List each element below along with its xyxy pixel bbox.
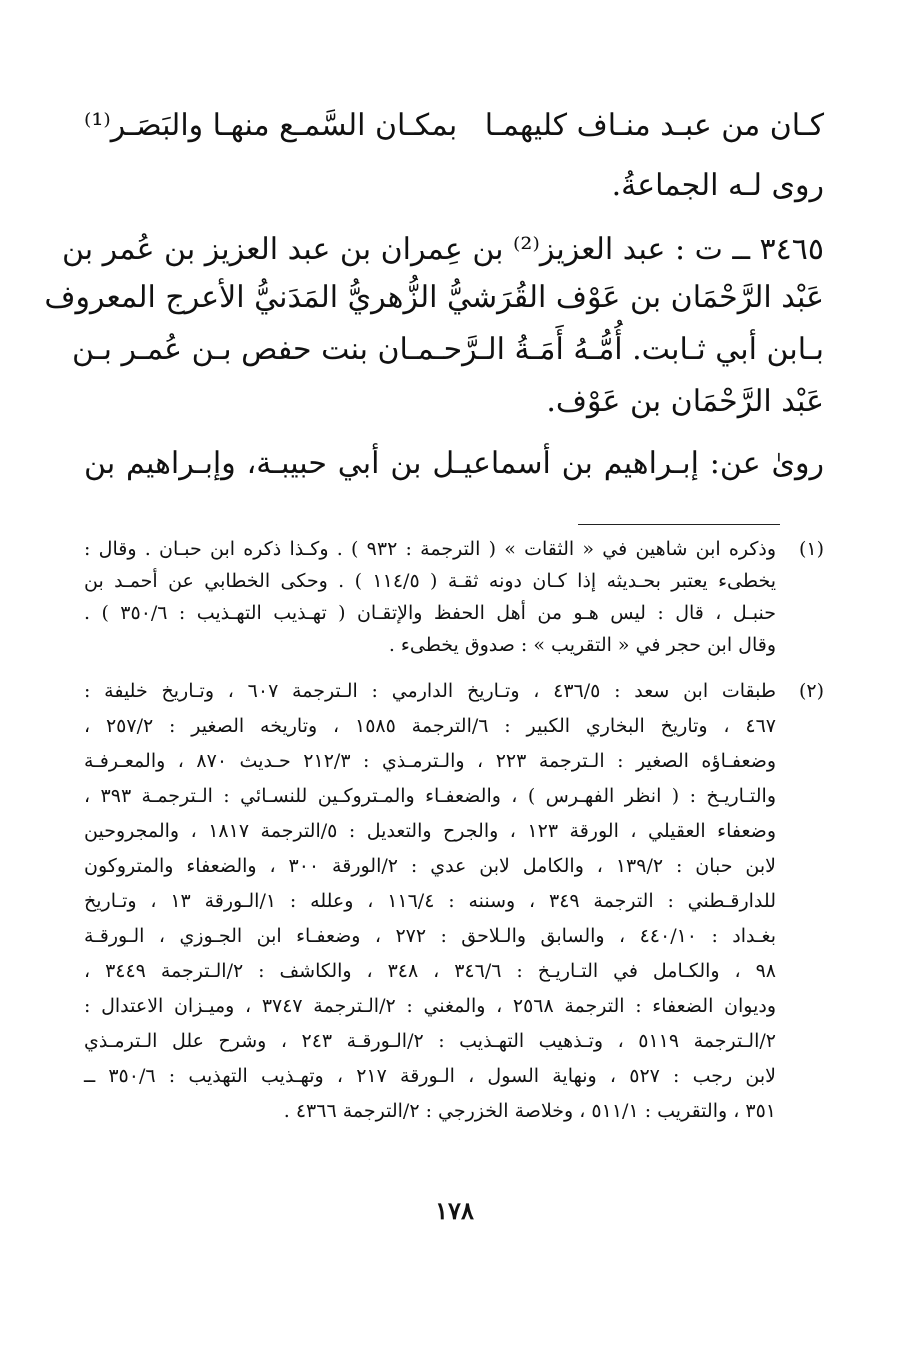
footnote-line: ٣٥١ ، والتقريب : ٥١١/١ ، وخلاصة الخزرجي : ٢/الترجمة ٤٣٦٦ . — [283, 1100, 776, 1122]
verse-second-hemistich: بمكـان السَّمـع منهـا والبَصَـر⁽¹⁾ — [84, 108, 458, 143]
footnote-line: ٢/الـترجمة ٥١١٩ ، وتـذهيب التهـذيب : ٢/الـورقـة ٢٤٣ ، وشرح علل الـترمـذي — [84, 1030, 776, 1052]
body-line: عَبْد الرَّحْمَان بن عَوْف القُرَشيُّ الزُّهريُّ المَدَنيُّ الأعرج المعروف — [44, 280, 824, 315]
entry-heading-line: ٣٤٦٥ ــ ت : عبد العزيز⁽²⁾ بن عِمران بن عبد العزيز بن عُمر بن — [61, 232, 824, 267]
page-number: ١٧٨ — [435, 1196, 474, 1225]
footnote-line: والتـاريـخ : ( انظر الفهـرس ) ، والضعفـاء والمـتروكـين للنسـائي : الـترجمـة ٣٩٣ ، — [84, 785, 776, 807]
body-line: عَبْد الرَّحْمَان بن عَوْف. — [546, 384, 824, 419]
footnote-line: لابن حبان : ١٣٩/٢ ، والكامل لابن عدي : ٢/الورقة ٣٠٠ ، والضعفاء والمتروكون — [84, 855, 777, 877]
footnote-number: (٢) — [798, 680, 824, 702]
footnote-line: طبقات ابن سعد : ٤٣٦/٥ ، وتـاريخ الدارمي : الـترجمة ٦٠٧ ، وتـاريخ خليفة : — [84, 680, 777, 702]
verse-first-hemistich: كـان من عبـد منـاف كليهمـا — [484, 108, 824, 143]
body-line: روى لـه الجماعةُ. — [611, 168, 824, 203]
footnote-number: (١) — [798, 538, 824, 560]
footnote-line: ٩٨ ، والكـامل في التـاريـخ : ٣٤٦/٦ ، ٣٤٨ ، والكاشف : ٢/الـترجمة ٣٤٤٩ ، — [84, 960, 776, 982]
footnote-line: للدارقـطني : الترجمة ٣٤٩ ، وسننه : ١١٦/٤ ، وعلله : ١/الـورقة ١٣ ، وتـاريخ — [84, 890, 776, 912]
footnote-line: وديوان الضعفاء : الترجمة ٢٥٦٨ ، والمغني : ٢/الـترجمة ٣٧٤٧ ، وميـزان الاعتدال : — [84, 995, 776, 1017]
footnote-2 — [84, 680, 824, 1160]
body-line: بـابن أبي ثـابت. أُمُّـهُ أَمَـةُ الـرَّحـمـان بنت حفص بـن عُمـر بـن — [71, 332, 824, 367]
footnote-line: يخطىء يعتبر بحـديثه إذا كـان دونه ثقـة ( ١١٤/٥ ) . وحكى الخطابي عن أحمـد بن — [84, 570, 776, 592]
footnote-1 — [84, 538, 824, 678]
footnote-line: وذكره ابن شاهين في « الثقات » ( الترجمة : ٩٣٢ ) . وكـذا ذكره ابن حبـان . وقال : — [84, 538, 776, 560]
footnote-line: وضعفـاؤه الصغير : الـترجمة ٢٢٣ ، والـترمـذي : ٢١٢/٣ حـديث ٨٧٠ ، والمعـرفـة — [84, 750, 777, 772]
narrated-from-line: روىٰ عن: إبـراهيم بن أسماعيـل بن أبي حبيبـة، وإبـراهيم بن — [84, 446, 824, 481]
footnote-line: حنبـل ، قال : ليس هـو من أهل الحفظ والإتقـان ( تهـذيب التهـذيب : ٣٥٠/٦ ) . — [84, 602, 776, 624]
footnote-line: ٤٦٧ ، وتاريخ البخاري الكبير : ٦/الترجمة ١٥٨٥ ، وتاريخه الصغير : ٢٥٧/٢ ، — [84, 715, 776, 737]
footnote-line: وضعفاء العقيلي ، الورقة ١٢٣ ، والجرح والتعديل : ٥/الترجمة ١٨١٧ ، والمجروحين — [84, 820, 776, 842]
footnote-separator — [578, 524, 780, 525]
poetry-verse — [84, 98, 824, 154]
footnote-line: وقال ابن حجر في « التقريب » : صدوق يخطىء . — [388, 634, 776, 656]
footnote-line: بغـداد : ٤٤٠/١٠ ، والسابق والـلاحق : ٢٧٢ ، وضعفـاء ابن الجـوزي ، الـورقـة — [84, 925, 776, 947]
footnote-line: لابن رجب : ٥٢٧ ، ونهاية السول ، الـورقة ٢١٧ ، وتهـذيب التهذيب : ٣٥٠/٦ ــ — [84, 1065, 776, 1087]
